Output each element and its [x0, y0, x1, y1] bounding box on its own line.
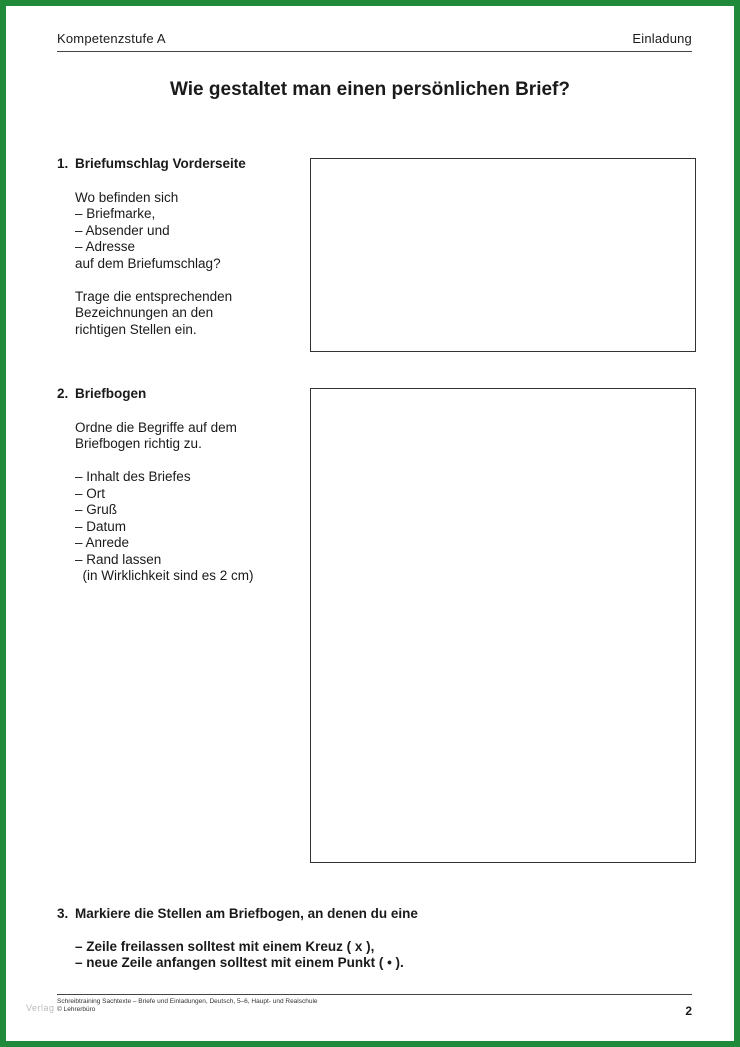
task-3-items — [57, 939, 418, 972]
task-2-line: Briefbogen richtig zu. — [75, 436, 202, 451]
task-3 — [57, 906, 418, 972]
task-2-line: – Datum — [75, 518, 127, 534]
task-3-item: – Zeile freilassen solltest mit einem Kreuz ( x ), — [75, 938, 375, 954]
task-2-line: Ordne die Begriffe auf dem — [75, 419, 237, 435]
publisher-watermark: Verlag — [26, 1003, 55, 1013]
task-1-line: Wo befinden sich — [75, 189, 179, 205]
task-3-number: 3. — [57, 906, 69, 921]
task-1-line: – Adresse — [75, 239, 136, 254]
task-1-line: richtigen Stellen ein. — [75, 321, 197, 337]
task-1-heading — [57, 156, 307, 173]
header-level: Kompetenzstufe A — [57, 31, 166, 46]
task-2-line: (in Wirklichkeit sind es 2 cm) — [75, 568, 254, 583]
task-2-line: – Inhalt des Briefes — [75, 469, 191, 484]
task-2-line: – Gruß — [75, 502, 118, 517]
page-title: Wie gestaltet man einen persönlichen Brief? — [170, 79, 570, 100]
task-1-line: – Absender und — [75, 222, 170, 238]
task-2-line: – Anrede — [75, 535, 130, 550]
task-1-line: – Briefmarke, — [75, 206, 156, 221]
task-1-line: Bezeichnungen an den — [75, 305, 214, 320]
footer-credits — [57, 998, 318, 1014]
footer-rule — [57, 994, 692, 995]
task-3-heading — [57, 906, 418, 923]
task-1-line: auf dem Briefumschlag? — [75, 255, 221, 271]
task-3-item: – neue Zeile anfangen solltest mit einem Punkt ( • ). — [75, 955, 404, 970]
letter-answer-box[interactable] — [310, 388, 696, 863]
envelope-answer-box[interactable] — [310, 158, 696, 352]
task-2-number: 2. — [57, 386, 69, 401]
task-3-title: Markiere die Stellen am Briefbogen, an denen du eine — [75, 906, 418, 921]
spacer — [75, 453, 307, 470]
footer-source: Schreibtraining Sachtexte – Briefe und Einladungen, Deutsch, 5–6, Haupt- und Realschule — [57, 998, 318, 1005]
task-1-title: Briefumschlag Vorderseite — [75, 156, 246, 171]
task-1 — [57, 156, 307, 338]
task-2-line: – Rand lassen — [75, 551, 162, 567]
task-2-line: – Ort — [75, 485, 106, 501]
header-rule — [57, 51, 692, 52]
header-topic: Einladung — [632, 31, 692, 46]
task-2-instructions — [57, 420, 307, 585]
footer-copyright: © Lehrerbüro — [57, 1006, 96, 1013]
task-2 — [57, 386, 307, 585]
task-1-line: Trage die entsprechenden — [75, 288, 233, 304]
task-2-title: Briefbogen — [75, 386, 147, 401]
task-2-heading — [57, 386, 307, 403]
spacer — [75, 272, 307, 289]
task-1-instructions — [57, 190, 307, 339]
task-1-number: 1. — [57, 156, 69, 171]
page-header — [57, 31, 692, 46]
page-number: 2 — [685, 1004, 692, 1018]
